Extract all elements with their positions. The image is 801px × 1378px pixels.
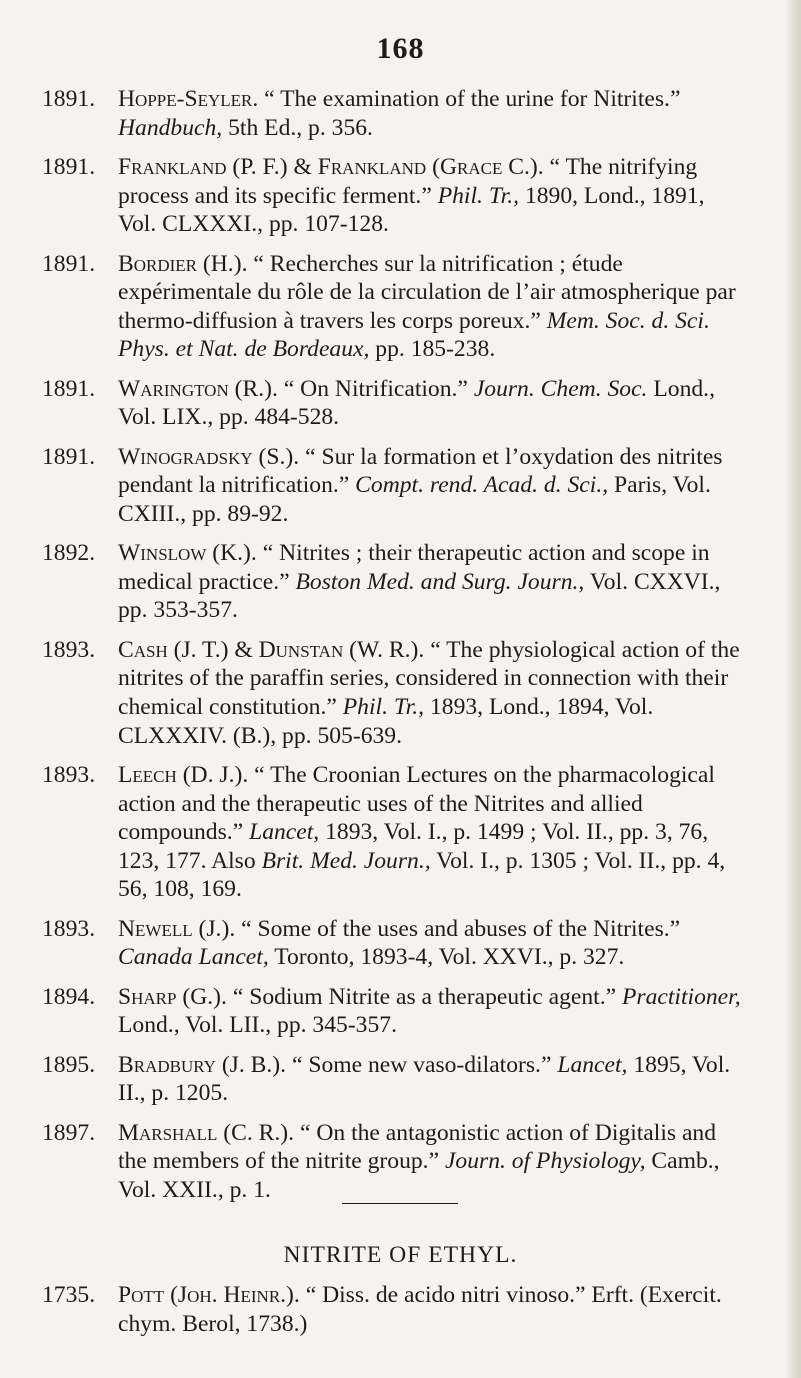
- bibliography-list: [42, 85, 742, 1215]
- entry-details: Toronto, 1893-4, Vol. XXVI., p. 327.: [274, 944, 625, 971]
- entry-year: 1895.: [42, 1051, 96, 1078]
- entry-source: Handbuch,: [118, 114, 223, 141]
- entry-year: 1893.: [42, 915, 96, 942]
- entry-source-secondary: Brit. Med. Journ.,: [261, 847, 431, 874]
- entry-author: Frankland (P. F.) & Frankland (Grace C.).: [118, 153, 544, 180]
- entry-author: Marshall (C. R.).: [118, 1119, 295, 1146]
- entry-title: “ Sodium Nitrite as a therapeutic agent.”: [232, 983, 617, 1010]
- entry-details: Lond., Vol. LII., pp. 345-357.: [118, 1012, 397, 1039]
- entry-author: Bordier (H.).: [118, 250, 248, 277]
- page-number: 168: [376, 32, 425, 65]
- entry-year: 1891.: [42, 153, 96, 180]
- entry-title: “ The Croonian Lectures on the pharmacological action and the therapeutic uses of the Nitrites and allied compounds.”: [118, 762, 715, 846]
- bibliography-entry: [42, 375, 742, 432]
- entry-details: Vol. CXXVI., pp. 353-357.: [118, 568, 721, 624]
- entry-source: Mem. Soc. d. Sci. Phys. et Nat. de Bordeaux,: [118, 307, 710, 363]
- entry-details: pp. 185-238.: [375, 336, 496, 363]
- entry-details: Camb., Vol. XXII., p. 1.: [118, 1148, 720, 1203]
- entry-year: 1891.: [42, 375, 96, 402]
- bibliography-entry: [42, 636, 742, 750]
- entry-title: “ Diss. de acido nitri vinoso.”: [305, 1282, 586, 1308]
- entry-details: 1893, Vol. I., p. 1499 ; Vol. II., pp. 3, 76, 123, 177. Also: [118, 819, 709, 874]
- entry-source: Journ. Chem. Soc.: [473, 375, 648, 402]
- entry-details: 5th Ed., p. 356.: [228, 114, 373, 141]
- entry-year: 1892.: [42, 540, 96, 567]
- entry-source: Journ. of Physiology,: [444, 1148, 646, 1175]
- bibliography-entry: [42, 250, 742, 364]
- entry-year: 1897.: [42, 1119, 96, 1146]
- entry-details: Lond., Vol. LIX., pp. 484-528.: [118, 375, 715, 431]
- entry-author: Hoppe-Seyler.: [118, 86, 259, 112]
- entry-year: 1891.: [42, 250, 96, 277]
- entry-author: Winslow (K.).: [118, 540, 257, 567]
- entry-year: 1893.: [42, 636, 96, 663]
- entry-year: 1894.: [42, 983, 96, 1010]
- entry-title: “ The examination of the urine for Nitrites.”: [264, 86, 681, 112]
- bibliography-entry: [42, 983, 742, 1040]
- entry-author: Sharp (G.).: [118, 983, 227, 1010]
- entry-author: Warington (R.).: [118, 375, 278, 402]
- entry-source: Practitioner,: [622, 983, 741, 1010]
- bibliography-entry: [42, 1281, 742, 1338]
- entry-year: 1891.: [42, 86, 96, 112]
- section-heading: NITRITE OF ETHYL.: [283, 1242, 518, 1268]
- entry-title: “ On Nitrification.”: [283, 375, 468, 402]
- entry-author: Leech (D. J.).: [118, 762, 249, 789]
- entry-details: 1895, Vol. II., p. 1205.: [118, 1051, 731, 1107]
- entry-title: “ The physiological action of the nitrites of the paraffin series, considered in connection with their chemical constitution.”: [118, 636, 740, 721]
- entry-author: Pott (Joh. Heinr.).: [118, 1282, 300, 1308]
- entry-source: Lancet,: [557, 1051, 628, 1078]
- entry-source: Phil. Tr.,: [437, 182, 520, 209]
- bibliography-entry: [42, 915, 742, 972]
- entry-year: 1893.: [42, 762, 96, 789]
- entry-source: Compt. rend. Acad. d. Sci.,: [355, 472, 609, 499]
- entry-source: Phil. Tr.,: [342, 694, 425, 721]
- bibliography-entry: [42, 539, 742, 625]
- entry-title: “ Sur la formation et l’oxydation des nitrites pendant la nitrification.”: [118, 443, 723, 499]
- entry-author: Cash (J. T.) & Dunstan (W. R.).: [118, 636, 425, 663]
- entry-details-secondary: Vol. I., p. 1305 ; Vol. II., pp. 4, 56, 108, 169.: [118, 847, 726, 903]
- entry-title: “ Some new vaso-dilators.”: [291, 1051, 552, 1078]
- bibliography-entry: [42, 1119, 742, 1205]
- page-edge: [787, 0, 801, 1378]
- section-bibliography-list: [42, 1281, 742, 1349]
- entry-author: Winogradsky (S.).: [118, 443, 300, 470]
- entry-author: Newell (J.).: [118, 915, 236, 942]
- entry-year: 1735.: [42, 1282, 96, 1308]
- entry-source: Lancet,: [249, 819, 320, 846]
- entry-author: Bradbury (J. B.).: [118, 1051, 287, 1078]
- entry-source: Boston Med. and Surg. Journ.,: [295, 568, 585, 595]
- entry-title: “ On the antagonistic action of Digitalis and the members of the nitrite group.”: [118, 1119, 717, 1175]
- entry-details: 1890, Lond., 1891, Vol. CLXXXI., pp. 107-128.: [118, 182, 705, 238]
- bibliography-entry: [42, 85, 742, 142]
- section-divider: [342, 1203, 458, 1204]
- entry-title: “ Some of the uses and abuses of the Nitrites.”: [241, 915, 681, 942]
- entry-title: “ The nitrifying process and its specific ferment.”: [118, 153, 698, 209]
- entry-title: “ Recherches sur la nitrification ; étude expérimentale du rôle de la circulation de l’air atmospherique par thermo-diffusion à travers les corps poreux.”: [118, 250, 736, 334]
- entry-source: Canada Lancet,: [118, 944, 269, 971]
- entry-details: Paris, Vol. CXIII., pp. 89-92.: [118, 472, 711, 527]
- entry-details: 1893, Lond., 1894, Vol. CLXXXIV. (B.), pp. 505-639.: [118, 694, 654, 749]
- entry-title: “ Nitrites ; their therapeutic action and scope in medical practice.”: [118, 540, 710, 595]
- bibliography-entry: [42, 443, 742, 529]
- entry-details: Erft. (Exercit. chym. Berol, 1738.): [118, 1282, 722, 1337]
- entry-year: 1891.: [42, 443, 96, 470]
- bibliography-entry: [42, 761, 742, 904]
- bibliography-entry: [42, 153, 742, 239]
- bibliography-entry: [42, 1051, 742, 1108]
